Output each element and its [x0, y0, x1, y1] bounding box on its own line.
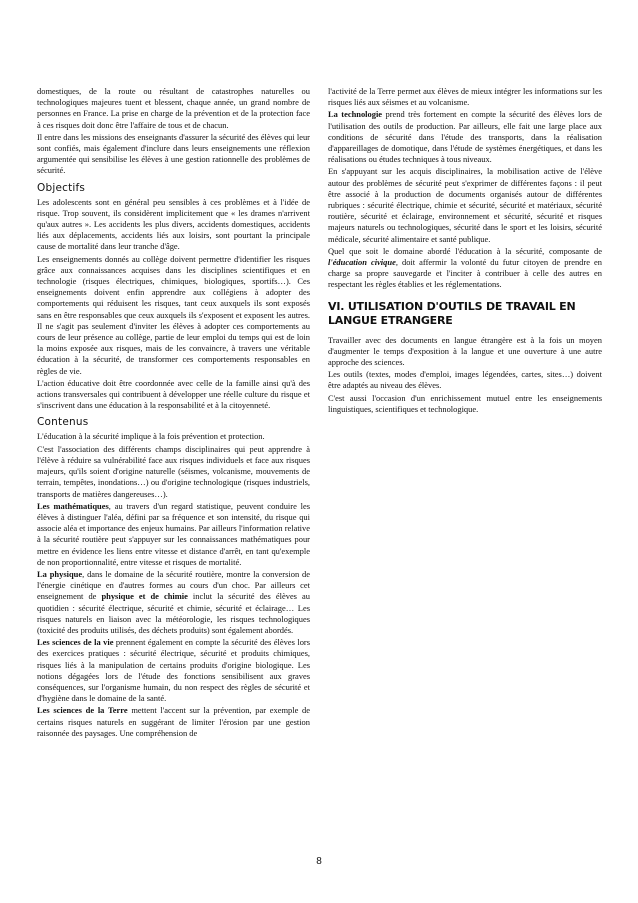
- bold-lead: La physique: [37, 568, 83, 579]
- bold-italic-phrase: l'éducation civique: [328, 257, 396, 268]
- paragraph-maths: [37, 501, 310, 568]
- paragraph-text: prend très fortement en compte la sécurité des élèves lors de l'utilisation des outils de production. Par ailleurs, elle fait une large place aux conditions de sécurité dans l'étude des transports, dans la réalisation d'appareillages de domotique, dans l'étude de systèmes énergétiques, et dans les réalisations ou études techniques à tous niveaux.: [328, 109, 602, 165]
- paragraph: C'est l'association des différents champs disciplinaires qui peut apprendre à l'élève à réduire sa vulnérabilité face aux risques individuels et face aux risques majeurs, qu'ils soient d'origine naturelle (séismes, volcanisme, mouvements de terrain, tempêtes, inondations…) ou d'origine technologique (risques industriels, transports de matières dangereuses…).: [37, 443, 310, 499]
- paragraph: domestiques, de la route ou résultant de catastrophes naturelles ou technologiques majeures tuent et blessent, chaque année, un grand nombre de personnes en France. La prise en charge de la prévention et de la protection face à ces risques doit donc être l'affaire de tous et de chacun.: [37, 86, 310, 130]
- paragraph-civique: [328, 246, 602, 291]
- paragraph-text: , doit affermir la volonté du futur citoyen de prendre en charge sa propre sauvegarde et l'inciter à contribuer à celle des autres en respectant les règles établies et les réglementations.: [328, 257, 602, 290]
- left-column: [37, 86, 310, 740]
- bold-phrase: physique et de chimie: [101, 591, 188, 602]
- bold-lead: Les mathématiques: [37, 500, 109, 511]
- paragraph-text: prennent également en compte la sécurité des élèves lors des exercices pratiques : sécurité électrique, sécurité et produits chimiques, risques liés à la manipulation de certains produits d'origine biologique. Les notions dégagées lors de l'étude des fonctions sensibilisent aux graves conséquences, sur l'organisme humain, du non respect des règles de sécurité et d'hygiène dans le domaine de la santé.: [37, 637, 310, 704]
- paragraph-text: , dans le domaine de la sécurité routière, montre la conversion de l'énergie cinétique en d'autres formes au cours d'un choc. Par ailleurs cet enseignement de: [37, 568, 311, 602]
- paragraph: Les outils (textes, modes d'emploi, images légendées, cartes, sites…) doivent être adaptés au niveau des élèves.: [328, 369, 602, 391]
- paragraph: En s'appuyant sur les acquis disciplinaires, la mobilisation active de l'élève autour des problèmes de sécurité peut s'exprimer de différentes façons : il peut être associé à la production de documents organisés autour de différentes rubriques : sécurité électrique, chimie et sécurité, sécurité et matériaux, sécurité routière, sécurité et éclairage, environnement et sécurité, sécurité et risques majeurs naturels ou technologiques, sécurité dans le sport et les loisirs, sécurité médicale, sécurité alimentaire et santé publique.: [328, 166, 602, 244]
- paragraph-technologie: [328, 109, 602, 165]
- paragraph: l'activité de la Terre permet aux élèves de mieux intégrer les informations sur les risques liés aux séismes et au volcanisme.: [328, 86, 602, 108]
- paragraph: Il entre dans les missions des enseignants d'assurer la sécurité des élèves qui leur sont confiés, mais également d'inclure dans leurs enseignements une réflexion argumentée qui sensibilise les élèves à une gestion rationnelle des problèmes de sécurité.: [37, 131, 310, 176]
- paragraph-text: mettent l'accent sur la prévention, par exemple de certains risques naturels en suggérant de limiter l'érosion par une gestion raisonnée des paysages. Une compréhension de: [37, 705, 310, 738]
- paragraph: Les enseignements donnés au collège doivent permettre d'identifier les risques grâce aux connaissances acquises dans les disciplines scientifiques et en technologie (risques électriques, chimiques, biologiques, sportifs…). Ces enseignements doivent enfin apprendre aux collégiens à adopter des comportements qui réduisent les risques, tant ceux auxquels ils sont exposés sans en être responsables que ceux auxquels ils s'exposent et exposent les autres. Il ne s'agit pas seulement d'inviter les élèves à adopter ces comportements au cours de leur présence au collège, partie de leur emploi du temps qui est de loin la moins exposée aux risques, mais de les convaincre, à travers une véritable éducation à la sécurité, de transformer ces comportements responsables en règles de vie.: [37, 253, 310, 376]
- bold-lead: La technologie: [328, 109, 383, 120]
- paragraph-svt: [37, 637, 310, 704]
- paragraph: C'est aussi l'occasion d'un enrichissement mutuel entre les enseignements linguistiques, scientifiques et technologique.: [328, 392, 602, 414]
- paragraph-physique: [37, 569, 310, 636]
- paragraph-text: inclut la sécurité des élèves au quotidien : sécurité électrique, sécurité et chimie, sécurité et éclairage… Les risques naturels en liaison avec la météorologie, les risques technologiques (toxicité des produits utilisés, des déchets produits) sont également abordés.: [37, 591, 310, 635]
- paragraph: L'éducation à la sécurité implique à la fois prévention et protection.: [37, 431, 265, 442]
- heading-objectifs: Objectifs: [37, 181, 86, 194]
- paragraph: L'action éducative doit être coordonnée avec celle de la famille ainsi qu'à des actions transversales qui contribuent à développer une réelle culture du risque et s'inscrivent dans une éducation à la responsabilité et à la citoyenneté.: [37, 377, 310, 411]
- paragraph-terre: [37, 705, 310, 739]
- paragraph-text: , au travers d'un regard statistique, peuvent conduire les élèves à distinguer l'aléa, défini par sa fréquence et son intensité, du risque qui associe aléa et importance des enjeux humains. Par ailleurs l'information relative à la sécurité routière peut s'appuyer sur les connaissances mathématiques pour mettre en évidence les liens entre vitesse et distance d'arrêt, en tant qu'exemple de non proportionnalité, entre vitesse et risques de mortalité.: [37, 500, 311, 567]
- heading-contenus: Contenus: [37, 416, 89, 429]
- right-column: [328, 86, 602, 416]
- bold-lead: Les sciences de la Terre: [37, 705, 128, 716]
- section-heading-vi: VI. UTILISATION D'OUTILS DE TRAVAIL EN LANGUE ETRANGERE: [328, 299, 576, 328]
- paragraph: Travailler avec des documents en langue étrangère est à la fois un moyen d'augmenter le temps d'exposition à la langue et une ouverture à une autre approche des sciences.: [328, 334, 602, 368]
- paragraph: Les adolescents sont en général peu sensibles à ces problèmes et à l'idée de risque. Trop souvent, ils considèrent implicitement que « les drames n'arrivent qu'aux autres ». Les accidents les plus divers, accidents domestiques, accidents liés aux déplacements, accidents liés aux loisirs, sont pourtant la principale cause de mortalité dans leur tranche d'âge.: [37, 196, 310, 252]
- bold-lead: Les sciences de la vie: [37, 637, 114, 648]
- paragraph-text: Quel que soit le domaine abordé l'éducation à la sécurité, composante de: [328, 245, 602, 256]
- page-number: 8: [316, 856, 322, 867]
